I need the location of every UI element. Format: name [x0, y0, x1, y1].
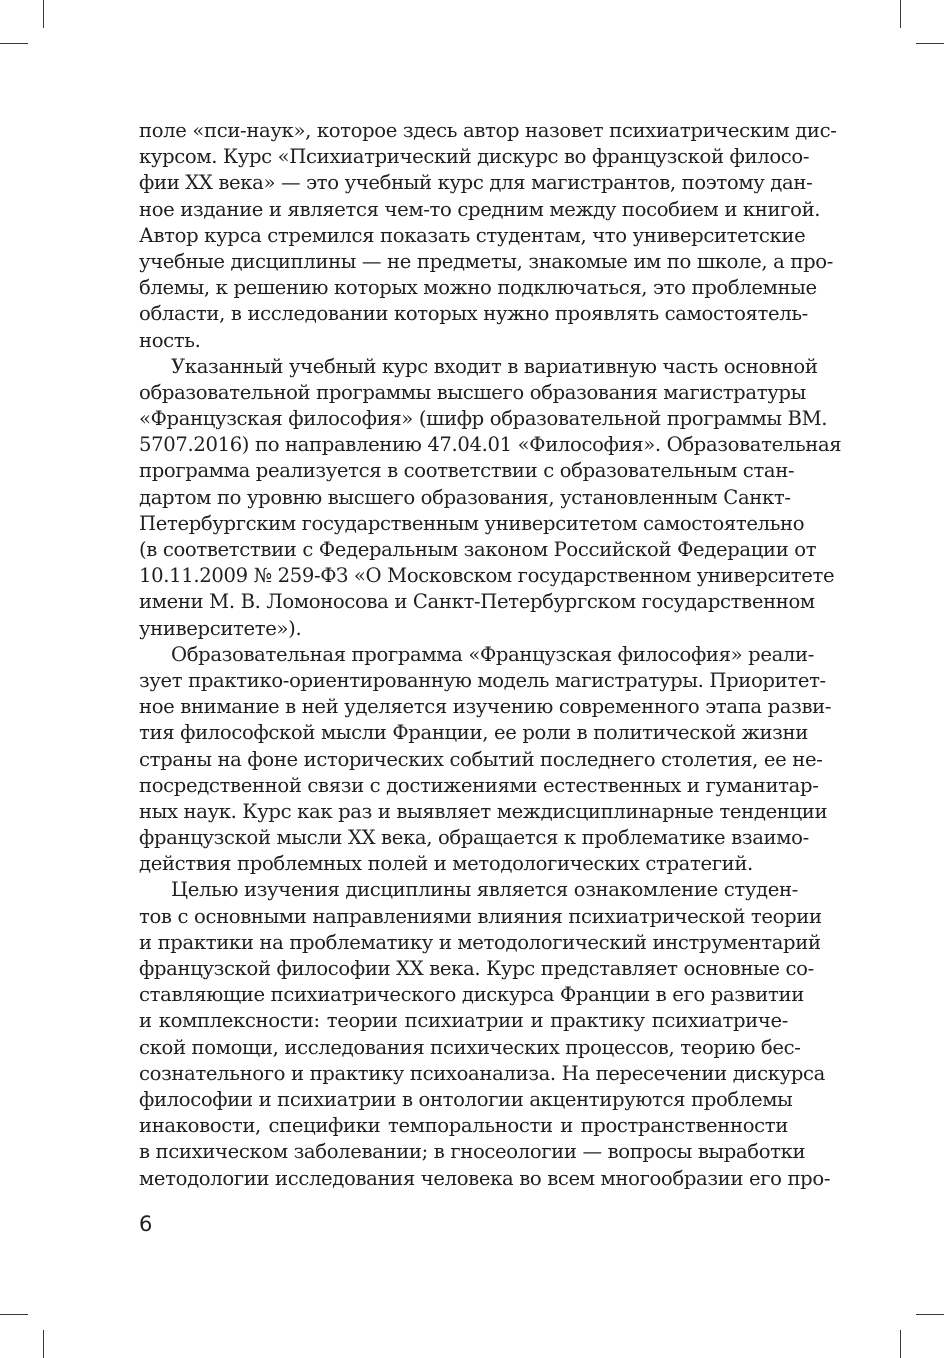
text-line: ное издание и является чем-то средним между пособием и книгой.	[139, 197, 821, 221]
text-line: ность.	[139, 328, 201, 352]
text-line: инаковости, специфики темпоральности и пространственности	[139, 1114, 788, 1138]
text-line: университете»).	[139, 616, 302, 640]
text-line: 10.11.2009 № 259-ФЗ «О Московском государственном университете	[139, 564, 835, 588]
crop-mark-bottom-right-v	[900, 1330, 901, 1358]
text-line: ставляющие психиатрического дискурса Франции в его развитии	[139, 983, 804, 1007]
body-text	[139, 118, 842, 1192]
text-line: посредственной связи с достижениями естественных и гуманитар-	[139, 773, 819, 797]
crop-mark-bottom-left-h	[0, 1314, 28, 1315]
text-line: в психическом заболевании; в гносеологии — вопросы выработки	[139, 1140, 806, 1164]
text-line: дартом по уровню высшего образования, установленным Санкт-	[139, 485, 791, 509]
crop-mark-top-right-v	[900, 0, 901, 28]
text-line: Образовательная программа «Французская философия» реали-	[171, 642, 815, 666]
crop-mark-bottom-left-v	[43, 1330, 44, 1358]
text-line: действия проблемных полей и методологических стратегий.	[139, 852, 753, 876]
text-line: ных наук. Курс как раз и выявляет междисциплинарные тенденции	[139, 799, 828, 823]
text-line: Указанный учебный курс входит в вариативную часть основной	[171, 354, 818, 378]
text-line: поле «пси-наук», которое здесь автор назовет психиатрическим дис-	[139, 119, 837, 142]
text-line: и практики на проблематику и методологический инструментарий	[139, 930, 821, 954]
text-line: ской помощи, исследования психических процессов, теорию бес-	[139, 1035, 801, 1059]
crop-mark-top-right-h	[916, 43, 944, 44]
text-line: программа реализуется в соответствии с образовательным стан-	[139, 459, 795, 483]
text-line: образовательной программы высшего образования магистратуры	[139, 380, 806, 404]
crop-mark-top-left-v	[43, 0, 44, 28]
text-line: французской мысли XX века, обращается к проблематике взаимо-	[139, 826, 809, 850]
text-line: (в соответствии с Федеральным законом Российской Федерации от	[139, 538, 817, 561]
text-line: блемы, к решению которых можно подключаться, это проблемные	[139, 276, 817, 300]
text-line: учебные дисциплины — не предметы, знакомые им по школе, а про-	[139, 249, 833, 273]
text-line: зует практико-ориентированную модель магистратуры. Приоритет-	[139, 668, 826, 692]
text-line: имени М. В. Ломоносова и Санкт-Петербургском государственном	[139, 590, 815, 614]
text-line: сознательного и практику психоанализа. На пересечении дискурса	[139, 1061, 825, 1085]
text-line: «Французская философия» (шифр образовательной программы ВМ.	[139, 407, 828, 431]
text-line: и комплексности: теории психиатрии и практику психиатриче-	[139, 1009, 788, 1033]
crop-mark-bottom-right-h	[916, 1314, 944, 1315]
text-line: французской философии XX века. Курс представляет основные со-	[139, 957, 814, 980]
text-line: страны на фоне исторических событий последнего столетия, ее не-	[139, 747, 823, 771]
crop-mark-top-left-h	[0, 43, 28, 44]
text-line: Целью изучения дисциплины является ознакомление студен-	[171, 878, 798, 902]
text-line: Петербургским государственным университетом самостоятельно	[139, 511, 805, 535]
text-line: тия философской мысли Франции, ее роли в политической жизни	[139, 721, 808, 745]
text-line: области, в исследовании которых нужно проявлять самостоятель-	[139, 302, 808, 326]
text-line: философии и психиатрии в онтологии акцентируются проблемы	[139, 1087, 793, 1111]
text-line: курсом. Курс «Психиатрический дискурс во французской филосо-	[139, 145, 810, 169]
text-line: ное внимание в ней уделяется изучению современного этапа разви-	[139, 695, 832, 719]
text-line: Автор курса стремился показать студентам, что университетские	[139, 223, 806, 247]
page-number: 6	[139, 1212, 153, 1236]
text-line: методологии исследования человека во всем многообразии его про-	[139, 1166, 831, 1190]
text-line: тов с основными направлениями влияния психиатрической теории	[139, 904, 822, 928]
text-line: 5707.2016) по направлению 47.04.01 «Философия». Образовательная	[139, 433, 842, 457]
text-line: фии XX века» — это учебный курс для магистрантов, поэтому дан-	[139, 171, 813, 195]
